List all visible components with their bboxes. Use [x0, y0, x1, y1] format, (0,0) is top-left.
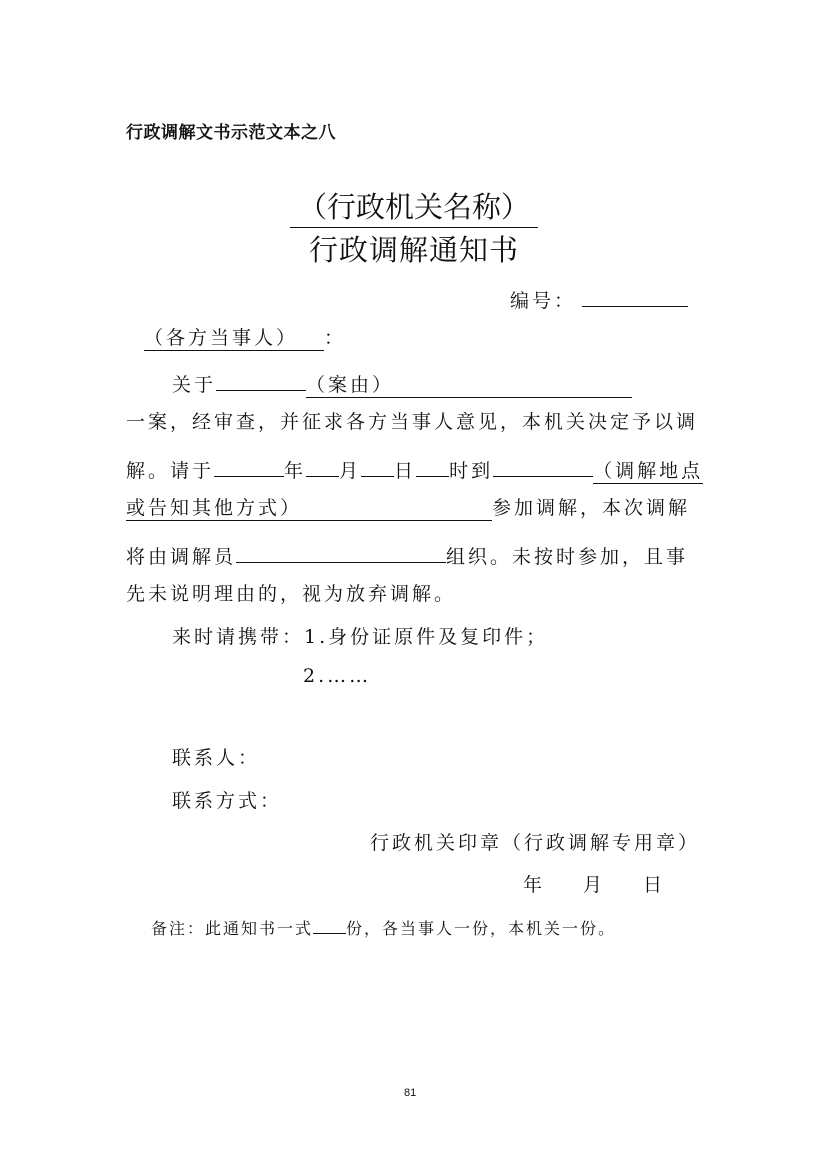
remark-suffix: 份，各当事人一份，本机关一份。: [346, 919, 617, 938]
agency-name-title: （行政机关名称）: [290, 185, 538, 228]
case-prefix: 关于: [172, 374, 217, 396]
day-blank: [361, 454, 394, 477]
document-label: 行政调解文书示范文本之八: [126, 123, 336, 143]
addressee-row: [144, 327, 346, 351]
place-placeholder-cont: 或告知其他方式）: [126, 497, 492, 521]
place-blank: [493, 454, 593, 477]
document-title: 行政调解通知书: [308, 233, 519, 267]
body-line-3: [126, 454, 703, 484]
contact-method: 联系方式：: [172, 790, 283, 812]
remark-prefix: 备注：此通知书一式: [151, 919, 314, 938]
date-year: 年: [523, 874, 546, 896]
mediator-label: 将由调解员: [126, 546, 237, 568]
invite-text: 解。请于: [126, 460, 215, 482]
hour-blank: [416, 454, 449, 477]
case-blank: [216, 368, 306, 391]
year-blank: [214, 454, 284, 477]
case-reason: （案由）: [306, 374, 632, 398]
parties-placeholder: （各方当事人）: [144, 327, 324, 351]
body-line-6: 先未说明理由的，视为放弃调解。: [126, 583, 457, 605]
month-label: 月: [339, 460, 362, 482]
date-row: [523, 874, 665, 897]
body-line-1: [172, 368, 632, 398]
copies-blank: [313, 915, 346, 934]
mediator-blank: [236, 540, 446, 563]
body-line-4: [126, 497, 690, 521]
day-label: 日: [394, 460, 417, 482]
number-blank: [582, 285, 688, 307]
bring-items-line-2: 2.……: [303, 665, 372, 687]
page-number: 81: [404, 1087, 417, 1099]
organize-text: 组织。未按时参加，且事: [446, 546, 689, 568]
bring-items-line: 来时请携带：1.身份证原件及复印件；: [172, 626, 549, 648]
remark-row: [151, 915, 616, 939]
place-placeholder: （调解地点: [593, 460, 704, 482]
number-label: 编号：: [510, 290, 577, 312]
hour-label: 时到: [449, 460, 494, 482]
attend-text: 参加调解，本次调解: [492, 497, 691, 519]
contact-person: 联系人：: [172, 747, 261, 769]
document-number-row: [510, 285, 688, 313]
year-label: 年: [284, 460, 307, 482]
month-blank: [306, 454, 339, 477]
addressee-colon: ：: [324, 327, 347, 349]
date-day: 日: [643, 874, 666, 896]
date-month: 月: [583, 874, 606, 896]
seal-text: 行政机关印章（行政调解专用章）: [370, 832, 701, 854]
body-line-2: 一案，经审查，并征求各方当事人意见，本机关决定予以调: [126, 411, 699, 433]
body-line-5: [126, 540, 688, 569]
